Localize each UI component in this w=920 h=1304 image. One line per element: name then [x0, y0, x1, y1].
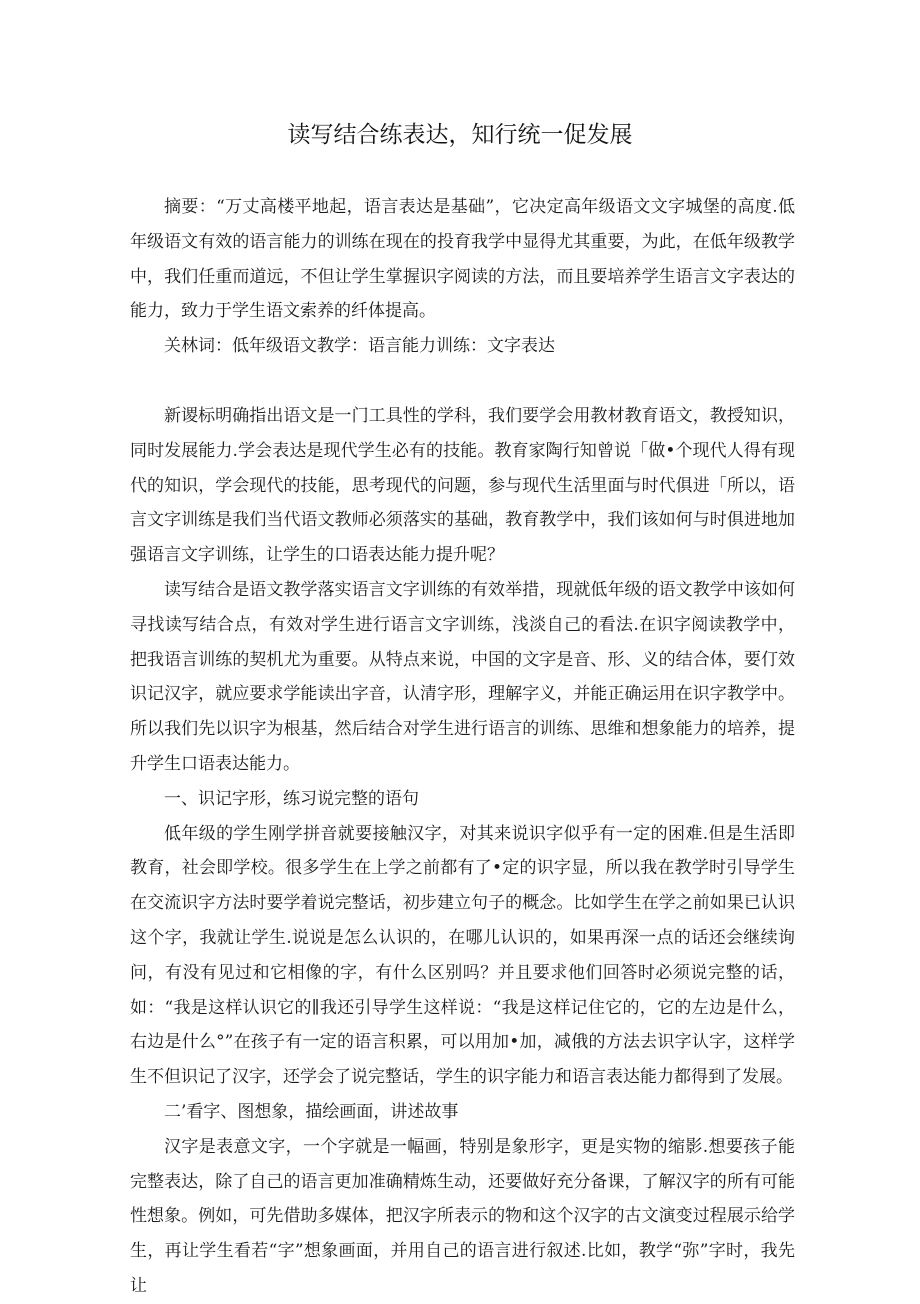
section-heading: 一、识记字形，练习说完整的语句 [164, 788, 419, 809]
document-body [130, 190, 795, 1304]
section-heading: 二’看字、图想象，描绘画面，讲述故事 [164, 1101, 459, 1122]
document-title: 读写结合练表达，知行统一促发展 [287, 122, 633, 148]
body-paragraph: 新谡标明确指出语文是一门工具性的学科，我们要学会用教材教育语文，教授知识，同时发展能力.学会表达是现代学生必有的技能。教育家陶行知曾说「做•个现代人得有现代的知识，学会现代的技能，思考现代的问题，参与现代生活里面与时代俱进「所以，语言文字训练是我们当代语文教师必须落实的基础，教育教学中，我们该如何与时俱进地加强语言文字训练，让学生的口语表达能力提升呢？ [130, 405, 795, 566]
body-paragraph: 汉字是表意文字，一个字就是一幅画，特别是象形字，更是实物的缩影.想要孩子能完整表达，除了自己的语言更加准确精炼生动，还要做好充分备课，了解汉字的所有可能性想象。例如，可先借助多媒体，把汉字所表示的物和这个汉字的古文演变过程展示给学生，再让学生看若“字”想象画面，并用自己的语言进行叙述.比如，教学“弥”字时，我先让 [130, 1136, 795, 1296]
body-paragraph: 低年级的学生刚学拼音就要接触汉字，对其来说识字似乎有一定的困难.但是生活即教育，社会即学校。很多学生在上学之前都有了•定的识字显，所以我在教学时引导学生在交流识字方法时要学着说完整话，初步建立句子的概念。比如学生在学之前如果已认识这个字，我就让学生.说说是怎么认识的，在哪儿认识的，如果再深一点的话还会继续询问，有没有见过和它相像的字，有什么区别吗？并且要求他们回答时必须说完整的话，如：“我是这样认识它的∥我还引导学生这样说：“我是这样记住它的，它的左边是什么，右边是什么°”在孩子有一定的语言积累，可以用加•加，减俄的方法去识字认字，这样学生不但识记了汉字，还学会了说完整话，学生的识字能力和语言表达能力都得到了发展。 [130, 823, 795, 1088]
abstract-paragraph: 摘要：“万丈高楼平地起，语言表达是基础”，它决定高年级语文文字城堡的高度.低年级语文有效的语言能力的训练在现在的投育我学中显得尤其重要，为此，在低年级教学中，我们任重而道远，不但让学生掌握识字阅读的方法，而且要培养学生语言文字表达的能力，致力于学生语文索养的纤体提高。 [130, 197, 795, 322]
keywords-paragraph: 关林词：低年级语文教学：语言能力训练：文字表达 [164, 336, 555, 357]
body-paragraph: 读写结合是语文教学落实语言文字训练的有效举措，现就低年级的语文教学中该如何寻找读写结合点，有效对学生进行语言文字训练，浅淡自己的看法.在识字阅读教学中，把我语言训练的契机尤为重要。从特点来说，中国的文字是音、形、义的结合体，要仃效识记汉字，就应要求学能读出字音，认清字形，理解字义，并能正确运用在识字教学中。所以我们先以识字为根基，然后结合对学生进行语言的训练、思维和想象能力的培养，提升学生口语表达能力。 [130, 579, 795, 774]
